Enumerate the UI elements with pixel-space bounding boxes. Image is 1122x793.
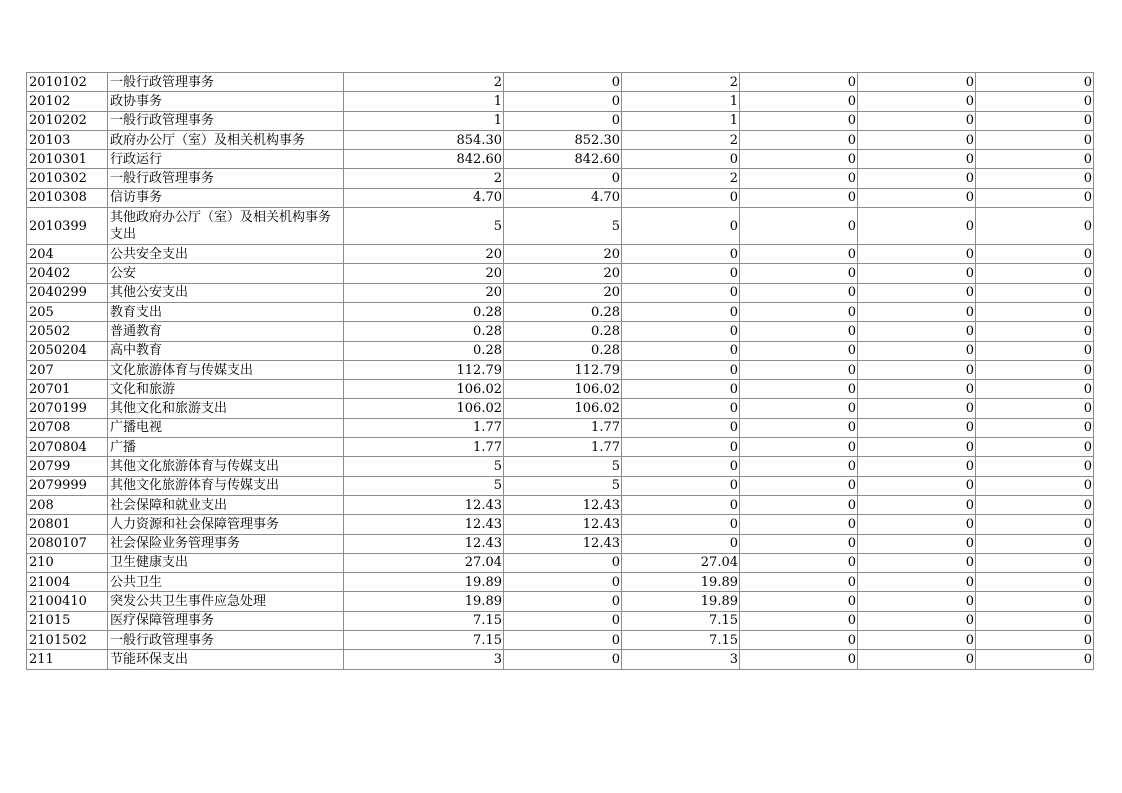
subject-code-cell: 210: [27, 553, 108, 572]
amount-cell-col2: 0: [504, 611, 622, 630]
amount-cell-col2: 20: [504, 264, 622, 283]
amount-cell-col5: 0: [858, 495, 976, 514]
amount-cell-col4: 0: [740, 418, 858, 437]
amount-cell-col2: 12.43: [504, 534, 622, 553]
amount-cell-col4: 0: [740, 302, 858, 321]
amount-cell-col2: 0.28: [504, 302, 622, 321]
table-row: [27, 534, 1094, 553]
subject-name-cell: 社会保障和就业支出: [108, 495, 344, 514]
subject-name-cell: 节能环保支出: [108, 650, 344, 669]
amount-cell-col4: 0: [740, 534, 858, 553]
amount-cell-col2: 20: [504, 245, 622, 264]
amount-cell-col5: 0: [858, 553, 976, 572]
amount-cell-col4: 0: [740, 476, 858, 495]
amount-cell-col1: 19.89: [344, 573, 504, 592]
amount-cell-col6: 0: [976, 245, 1094, 264]
amount-cell-col3: 0: [622, 150, 740, 169]
amount-cell-col3: 1: [622, 111, 740, 130]
table-row: [27, 438, 1094, 457]
table-row: [27, 188, 1094, 207]
amount-cell-col5: 0: [858, 360, 976, 379]
subject-code-cell: 2010302: [27, 169, 108, 188]
table-body: [27, 73, 1094, 670]
amount-cell-col5: 0: [858, 399, 976, 418]
amount-cell-col2: 0.28: [504, 322, 622, 341]
amount-cell-col2: 0: [504, 631, 622, 650]
subject-name-cell: 行政运行: [108, 150, 344, 169]
amount-cell-col6: 0: [976, 631, 1094, 650]
amount-cell-col6: 0: [976, 650, 1094, 669]
amount-cell-col3: 0: [622, 245, 740, 264]
amount-cell-col4: 0: [740, 322, 858, 341]
amount-cell-col3: 0: [622, 495, 740, 514]
subject-code-cell: 204: [27, 245, 108, 264]
subject-name-cell: 文化和旅游: [108, 380, 344, 399]
amount-cell-col2: 1.77: [504, 438, 622, 457]
amount-cell-col3: 0: [622, 264, 740, 283]
amount-cell-col4: 0: [740, 650, 858, 669]
amount-cell-col4: 0: [740, 457, 858, 476]
amount-cell-col4: 0: [740, 188, 858, 207]
amount-cell-col2: 5: [504, 208, 622, 245]
amount-cell-col6: 0: [976, 380, 1094, 399]
amount-cell-col1: 112.79: [344, 360, 504, 379]
table-row: [27, 111, 1094, 130]
amount-cell-col5: 0: [858, 245, 976, 264]
amount-cell-col6: 0: [976, 169, 1094, 188]
amount-cell-col2: 5: [504, 476, 622, 495]
amount-cell-col3: 0: [622, 188, 740, 207]
amount-cell-col1: 5: [344, 457, 504, 476]
subject-name-cell: 政府办公厅（室）及相关机构事务: [108, 130, 344, 149]
amount-cell-col2: 20: [504, 283, 622, 302]
amount-cell-col3: 0: [622, 399, 740, 418]
subject-name-cell: 一般行政管理事务: [108, 111, 344, 130]
amount-cell-col6: 0: [976, 188, 1094, 207]
table-row: [27, 631, 1094, 650]
amount-cell-col4: 0: [740, 150, 858, 169]
amount-cell-col3: 2: [622, 169, 740, 188]
amount-cell-col1: 5: [344, 476, 504, 495]
amount-cell-col5: 0: [858, 169, 976, 188]
amount-cell-col3: 0: [622, 360, 740, 379]
amount-cell-col2: 842.60: [504, 150, 622, 169]
subject-code-cell: 21015: [27, 611, 108, 630]
amount-cell-col6: 0: [976, 592, 1094, 611]
amount-cell-col1: 20: [344, 283, 504, 302]
subject-name-cell: 人力资源和社会保障管理事务: [108, 515, 344, 534]
amount-cell-col6: 0: [976, 553, 1094, 572]
amount-cell-col3: 0: [622, 515, 740, 534]
subject-code-cell: 211: [27, 650, 108, 669]
amount-cell-col6: 0: [976, 457, 1094, 476]
subject-code-cell: 2079999: [27, 476, 108, 495]
amount-cell-col3: 0: [622, 476, 740, 495]
amount-cell-col2: 106.02: [504, 399, 622, 418]
subject-code-cell: 2040299: [27, 283, 108, 302]
subject-name-cell: 其他文化旅游体育与传媒支出: [108, 476, 344, 495]
amount-cell-col6: 0: [976, 611, 1094, 630]
amount-cell-col1: 854.30: [344, 130, 504, 149]
amount-cell-col4: 0: [740, 380, 858, 399]
amount-cell-col5: 0: [858, 457, 976, 476]
table-row: [27, 399, 1094, 418]
subject-code-cell: 20502: [27, 322, 108, 341]
subject-name-cell: 其他公安支出: [108, 283, 344, 302]
amount-cell-col5: 0: [858, 573, 976, 592]
table-row: [27, 553, 1094, 572]
amount-cell-col6: 0: [976, 515, 1094, 534]
amount-cell-col1: 5: [344, 208, 504, 245]
amount-cell-col3: 19.89: [622, 592, 740, 611]
amount-cell-col1: 7.15: [344, 631, 504, 650]
table-row: [27, 515, 1094, 534]
amount-cell-col5: 0: [858, 111, 976, 130]
amount-cell-col3: 19.89: [622, 573, 740, 592]
amount-cell-col1: 20: [344, 245, 504, 264]
amount-cell-col5: 0: [858, 302, 976, 321]
amount-cell-col4: 0: [740, 438, 858, 457]
amount-cell-col6: 0: [976, 438, 1094, 457]
amount-cell-col1: 0.28: [344, 341, 504, 360]
amount-cell-col1: 842.60: [344, 150, 504, 169]
amount-cell-col5: 0: [858, 476, 976, 495]
amount-cell-col3: 0: [622, 341, 740, 360]
amount-cell-col2: 0: [504, 92, 622, 111]
subject-name-cell: 公共安全支出: [108, 245, 344, 264]
subject-name-cell: 高中教育: [108, 341, 344, 360]
subject-code-cell: 20708: [27, 418, 108, 437]
table-row: [27, 169, 1094, 188]
table-row: [27, 573, 1094, 592]
subject-name-cell: 医疗保障管理事务: [108, 611, 344, 630]
subject-code-cell: 20103: [27, 130, 108, 149]
amount-cell-col6: 0: [976, 92, 1094, 111]
amount-cell-col1: 19.89: [344, 592, 504, 611]
subject-code-cell: 2010102: [27, 73, 108, 92]
table-row: [27, 92, 1094, 111]
table-row: [27, 283, 1094, 302]
amount-cell-col3: 2: [622, 73, 740, 92]
amount-cell-col3: 7.15: [622, 631, 740, 650]
amount-cell-col6: 0: [976, 283, 1094, 302]
amount-cell-col1: 12.43: [344, 495, 504, 514]
amount-cell-col6: 0: [976, 302, 1094, 321]
table-row: [27, 130, 1094, 149]
amount-cell-col4: 0: [740, 573, 858, 592]
amount-cell-col5: 0: [858, 534, 976, 553]
subject-code-cell: 2010301: [27, 150, 108, 169]
subject-name-cell: 一般行政管理事务: [108, 169, 344, 188]
amount-cell-col1: 1.77: [344, 418, 504, 437]
amount-cell-col3: 2: [622, 130, 740, 149]
amount-cell-col2: 0: [504, 553, 622, 572]
subject-code-cell: 2010399: [27, 208, 108, 245]
subject-name-cell: 其他政府办公厅（室）及相关机构事务支出: [108, 208, 344, 245]
amount-cell-col4: 0: [740, 208, 858, 245]
subject-code-cell: 2050204: [27, 341, 108, 360]
amount-cell-col6: 0: [976, 495, 1094, 514]
amount-cell-col1: 106.02: [344, 399, 504, 418]
amount-cell-col3: 1: [622, 92, 740, 111]
amount-cell-col2: 5: [504, 457, 622, 476]
amount-cell-col5: 0: [858, 283, 976, 302]
amount-cell-col6: 0: [976, 399, 1094, 418]
amount-cell-col3: 0: [622, 302, 740, 321]
amount-cell-col4: 0: [740, 341, 858, 360]
subject-name-cell: 信访事务: [108, 188, 344, 207]
subject-name-cell: 社会保险业务管理事务: [108, 534, 344, 553]
amount-cell-col4: 0: [740, 92, 858, 111]
subject-code-cell: 205: [27, 302, 108, 321]
amount-cell-col4: 0: [740, 360, 858, 379]
subject-code-cell: 2010308: [27, 188, 108, 207]
amount-cell-col3: 27.04: [622, 553, 740, 572]
amount-cell-col5: 0: [858, 92, 976, 111]
subject-name-cell: 卫生健康支出: [108, 553, 344, 572]
table-row: [27, 360, 1094, 379]
amount-cell-col5: 0: [858, 380, 976, 399]
amount-cell-col1: 2: [344, 169, 504, 188]
amount-cell-col6: 0: [976, 573, 1094, 592]
amount-cell-col3: 0: [622, 380, 740, 399]
subject-code-cell: 20102: [27, 92, 108, 111]
amount-cell-col5: 0: [858, 130, 976, 149]
table-row: [27, 208, 1094, 245]
amount-cell-col6: 0: [976, 360, 1094, 379]
amount-cell-col1: 1: [344, 111, 504, 130]
amount-cell-col4: 0: [740, 245, 858, 264]
subject-name-cell: 一般行政管理事务: [108, 631, 344, 650]
amount-cell-col2: 106.02: [504, 380, 622, 399]
amount-cell-col3: 0: [622, 438, 740, 457]
table-row: [27, 592, 1094, 611]
amount-cell-col6: 0: [976, 208, 1094, 245]
amount-cell-col4: 0: [740, 611, 858, 630]
table-row: [27, 264, 1094, 283]
amount-cell-col5: 0: [858, 322, 976, 341]
subject-name-cell: 其他文化旅游体育与传媒支出: [108, 457, 344, 476]
subject-code-cell: 2010202: [27, 111, 108, 130]
amount-cell-col5: 0: [858, 73, 976, 92]
table-row: [27, 73, 1094, 92]
table-row: [27, 650, 1094, 669]
table-row: [27, 495, 1094, 514]
subject-name-cell: 公共卫生: [108, 573, 344, 592]
amount-cell-col6: 0: [976, 341, 1094, 360]
amount-cell-col3: 7.15: [622, 611, 740, 630]
amount-cell-col1: 1: [344, 92, 504, 111]
amount-cell-col4: 0: [740, 264, 858, 283]
amount-cell-col1: 4.70: [344, 188, 504, 207]
amount-cell-col5: 0: [858, 611, 976, 630]
amount-cell-col4: 0: [740, 111, 858, 130]
amount-cell-col1: 0.28: [344, 302, 504, 321]
subject-code-cell: 2070199: [27, 399, 108, 418]
amount-cell-col6: 0: [976, 130, 1094, 149]
budget-table: [26, 72, 1094, 670]
amount-cell-col5: 0: [858, 341, 976, 360]
amount-cell-col2: 0: [504, 592, 622, 611]
amount-cell-col2: 0: [504, 73, 622, 92]
amount-cell-col5: 0: [858, 515, 976, 534]
subject-name-cell: 公安: [108, 264, 344, 283]
amount-cell-col2: 4.70: [504, 188, 622, 207]
amount-cell-col5: 0: [858, 631, 976, 650]
subject-name-cell: 文化旅游体育与传媒支出: [108, 360, 344, 379]
amount-cell-col2: 0: [504, 650, 622, 669]
subject-name-cell: 一般行政管理事务: [108, 73, 344, 92]
amount-cell-col4: 0: [740, 130, 858, 149]
amount-cell-col2: 852.30: [504, 130, 622, 149]
amount-cell-col2: 112.79: [504, 360, 622, 379]
subject-code-cell: 207: [27, 360, 108, 379]
subject-code-cell: 2101502: [27, 631, 108, 650]
table-row: [27, 611, 1094, 630]
amount-cell-col4: 0: [740, 495, 858, 514]
table-row: [27, 245, 1094, 264]
amount-cell-col4: 0: [740, 169, 858, 188]
amount-cell-col2: 1.77: [504, 418, 622, 437]
amount-cell-col1: 2: [344, 73, 504, 92]
subject-name-cell: 广播电视: [108, 418, 344, 437]
amount-cell-col1: 7.15: [344, 611, 504, 630]
table-row: [27, 380, 1094, 399]
amount-cell-col3: 0: [622, 208, 740, 245]
amount-cell-col1: 27.04: [344, 553, 504, 572]
amount-cell-col2: 0.28: [504, 341, 622, 360]
amount-cell-col2: 12.43: [504, 495, 622, 514]
amount-cell-col6: 0: [976, 150, 1094, 169]
subject-code-cell: 208: [27, 495, 108, 514]
amount-cell-col4: 0: [740, 592, 858, 611]
amount-cell-col6: 0: [976, 418, 1094, 437]
subject-code-cell: 21004: [27, 573, 108, 592]
amount-cell-col1: 106.02: [344, 380, 504, 399]
amount-cell-col2: 0: [504, 573, 622, 592]
subject-name-cell: 政协事务: [108, 92, 344, 111]
amount-cell-col3: 0: [622, 418, 740, 437]
subject-name-cell: 普通教育: [108, 322, 344, 341]
subject-name-cell: 其他文化和旅游支出: [108, 399, 344, 418]
amount-cell-col1: 0.28: [344, 322, 504, 341]
table-row: [27, 302, 1094, 321]
amount-cell-col2: 0: [504, 111, 622, 130]
subject-code-cell: 20799: [27, 457, 108, 476]
amount-cell-col1: 3: [344, 650, 504, 669]
amount-cell-col4: 0: [740, 631, 858, 650]
amount-cell-col4: 0: [740, 399, 858, 418]
amount-cell-col6: 0: [976, 73, 1094, 92]
amount-cell-col2: 0: [504, 169, 622, 188]
amount-cell-col1: 12.43: [344, 515, 504, 534]
subject-name-cell: 教育支出: [108, 302, 344, 321]
amount-cell-col3: 0: [622, 457, 740, 476]
subject-code-cell: 2070804: [27, 438, 108, 457]
subject-code-cell: 20402: [27, 264, 108, 283]
amount-cell-col5: 0: [858, 650, 976, 669]
amount-cell-col4: 0: [740, 283, 858, 302]
amount-cell-col1: 1.77: [344, 438, 504, 457]
subject-code-cell: 2100410: [27, 592, 108, 611]
amount-cell-col5: 0: [858, 150, 976, 169]
amount-cell-col5: 0: [858, 418, 976, 437]
amount-cell-col3: 0: [622, 322, 740, 341]
amount-cell-col6: 0: [976, 322, 1094, 341]
amount-cell-col6: 0: [976, 264, 1094, 283]
amount-cell-col5: 0: [858, 438, 976, 457]
amount-cell-col1: 20: [344, 264, 504, 283]
amount-cell-col4: 0: [740, 553, 858, 572]
amount-cell-col5: 0: [858, 188, 976, 207]
table-row: [27, 418, 1094, 437]
table-row: [27, 476, 1094, 495]
amount-cell-col3: 0: [622, 534, 740, 553]
amount-cell-col6: 0: [976, 476, 1094, 495]
amount-cell-col4: 0: [740, 515, 858, 534]
amount-cell-col4: 0: [740, 73, 858, 92]
subject-name-cell: 广播: [108, 438, 344, 457]
amount-cell-col6: 0: [976, 111, 1094, 130]
amount-cell-col5: 0: [858, 592, 976, 611]
amount-cell-col3: 0: [622, 283, 740, 302]
amount-cell-col2: 12.43: [504, 515, 622, 534]
amount-cell-col5: 0: [858, 264, 976, 283]
amount-cell-col6: 0: [976, 534, 1094, 553]
table-row: [27, 322, 1094, 341]
subject-code-cell: 20801: [27, 515, 108, 534]
subject-code-cell: 20701: [27, 380, 108, 399]
amount-cell-col3: 3: [622, 650, 740, 669]
amount-cell-col5: 0: [858, 208, 976, 245]
table-row: [27, 457, 1094, 476]
subject-name-cell: 突发公共卫生事件应急处理: [108, 592, 344, 611]
subject-code-cell: 2080107: [27, 534, 108, 553]
amount-cell-col1: 12.43: [344, 534, 504, 553]
table-row: [27, 150, 1094, 169]
table-row: [27, 341, 1094, 360]
